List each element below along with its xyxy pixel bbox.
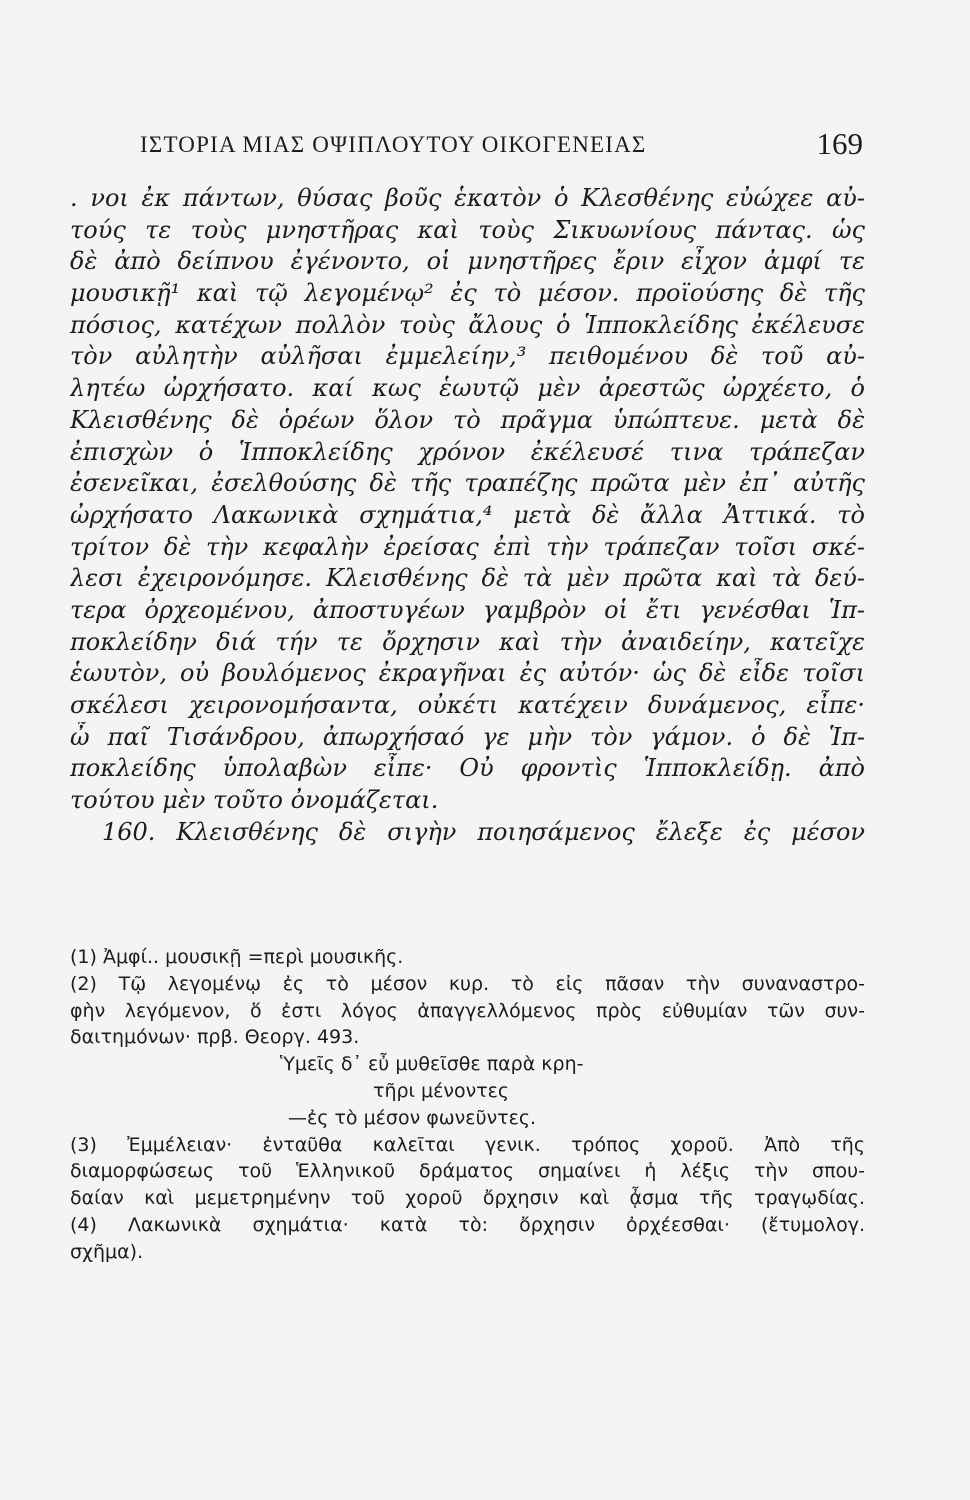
footnote-line: φὴν λεγόμενον, ὅ ἐστι λόγος ἀπαγγελλόμενος πρὸς εὐθυμίαν τῶν συν- — [70, 999, 865, 1022]
section-160-line: 160. Κλεισθένης δὲ σιγὴν ποιησάμενος ἔλεξε ἐς μέσον — [102, 817, 865, 846]
footnotes — [70, 944, 865, 1266]
page-header — [140, 126, 865, 166]
text-line: ἐπισχὼν ὁ Ἱπποκλείδης χρόνον ἐκέλευσέ τινα τράπεζαν — [70, 437, 865, 466]
text-line: τρίτον δὲ τὴν κεφαλὴν ἐρείσας ἐπὶ τὴν τράπεζαν τοῖσι σκέ- — [70, 532, 865, 561]
text-line: ποκλείδης ὑπολαβὼν εἶπε· Οὐ φροντὶς Ἱπποκλείδῃ. ἀπὸ — [70, 754, 865, 783]
text-line: ὦ παῖ Τισάνδρου, ἀπωρχήσαό γε μὴν τὸν γάμον. ὁ δὲ Ἱπ- — [70, 722, 865, 751]
text-line: δὲ ἀπὸ δείπνου ἐγένοντο, οἱ μνηστῆρες ἔριν εἶχον ἀμφί τε — [70, 247, 865, 276]
text-line: λεσι ἐχειρονόμησε. Κλεισθένης δὲ τὰ μὲν πρῶτα καὶ τὰ δεύ- — [70, 564, 865, 593]
text-line: ἑωυτὸν, οὐ βουλόμενος ἐκραγῆναι ἐς αὐτόν· ὡς δὲ εἶδε τοῖσι — [70, 659, 865, 688]
text-line: σκέλεσι χειρονομήσαντα, οὐκέτι κατέχειν δυνάμενος, εἶπε· — [70, 691, 865, 719]
footnote-line: διαμορφώσεως τοῦ Ἑλληνικοῦ δράματος σημαίνει ἡ λέξις τὴν σπου- — [70, 1160, 865, 1183]
footnote-3: (3) Ἐμμέλειαν· ἐνταῦθα καλεῖται γενικ. τρόπος χοροῦ. Ἀπὸ τῆς — [70, 1133, 865, 1156]
text-line: ὠρχήσατο Λακωνικὰ σχημάτια,⁴ μετὰ δὲ ἄλλα Ἀττικά. τὸ — [70, 500, 865, 529]
footnote-line: δαιτημόνων· πρβ. Θεοργ. 493. — [70, 1026, 360, 1049]
text-line: τὸν αὐλητὴν αὐλῆσαι ἐμμελείην,³ πειθομένου δὲ τοῦ αὐ- — [70, 342, 865, 371]
quoted-verse-line: τῆρι μένοντες — [373, 1079, 510, 1102]
text-line: πόσιος, κατέχων πολλὸν τοὺς ἄλους ὁ Ἱπποκλείδης ἐκέλευσε — [70, 310, 865, 339]
text-line: Κλεισθένης δὲ ὁρέων ὅλον τὸ πρᾶγμα ὑπώπτευε. μετὰ δὲ — [70, 405, 865, 434]
text-line: ἐσενεῖκαι, ἐσελθούσης δὲ τῆς τραπέζης πρῶτα μὲν ἐπ᾽ αὐτῆς — [70, 469, 865, 498]
footnote-line: σχῆμα). — [70, 1240, 144, 1263]
main-text — [70, 183, 865, 848]
quoted-verse-line: —ἐς τὸ μέσον φωνεῦντες. — [288, 1106, 537, 1129]
text-line: τούς τε τοὺς μνηστῆρας καὶ τοὺς Σικυωνίους πάντας. ὡς — [70, 215, 865, 244]
text-line: ποκλείδην διά τήν τε ὄρχησιν καὶ τὴν ἀναιδείην, κατεῖχε — [70, 627, 865, 656]
footnote-4: (4) Λακωνικὰ σχημάτια· κατὰ τὸ: ὄρχησιν ὀρχέεσθαι· (ἔτυμολογ. — [70, 1213, 865, 1236]
page-number: 169 — [816, 126, 863, 161]
footnote-1: (1) Ἀμφί.. μουσικῇ =περὶ μουσικῆς. — [70, 946, 404, 968]
footnote-2: (2) Τῷ λεγομένῳ ἐς τὸ μέσον κυρ. τὸ εἰς πᾶσαν τὴν συναναστρο- — [70, 972, 865, 995]
quoted-verse-line: Ὑμεῖς δ᾽ εὖ μυθεῖσθε παρὰ κρη- — [280, 1053, 584, 1076]
footnote-line: δαίαν καὶ μεμετρημένην τοῦ χοροῦ ὄρχησιν καὶ ᾆσμα τῆς τραγῳδίας. — [70, 1187, 865, 1210]
text-line: τερα ὀρχεομένου, ἀποστυγέων γαμβρὸν οἱ ἔτι γενέσθαι Ἱπ- — [70, 595, 865, 624]
text-line: . νοι ἐκ πάντων, θύσας βοῦς ἑκατὸν ὁ Κλεσθένης εὐώχεε αὐ- — [70, 184, 865, 212]
text-line: τούτου μὲν τοῦτο ὀνομάζεται. — [70, 786, 439, 815]
running-title: ΙΣΤΟΡΙΑ ΜΙΑΣ ΟΨΙΠΛΟΥΤΟΥ ΟΙΚΟΓΕΝΕΙΑΣ — [140, 132, 647, 157]
text-line: μουσικῇ¹ καὶ τῷ λεγομένῳ² ἐς τὸ μέσον. προϊούσης δὲ τῆς — [70, 279, 865, 308]
text-line: λητέω ὠρχήσατο. καί κως ἑωυτῷ μὲν ἀρεστῶς ὠρχέετο, ὁ — [70, 374, 865, 403]
